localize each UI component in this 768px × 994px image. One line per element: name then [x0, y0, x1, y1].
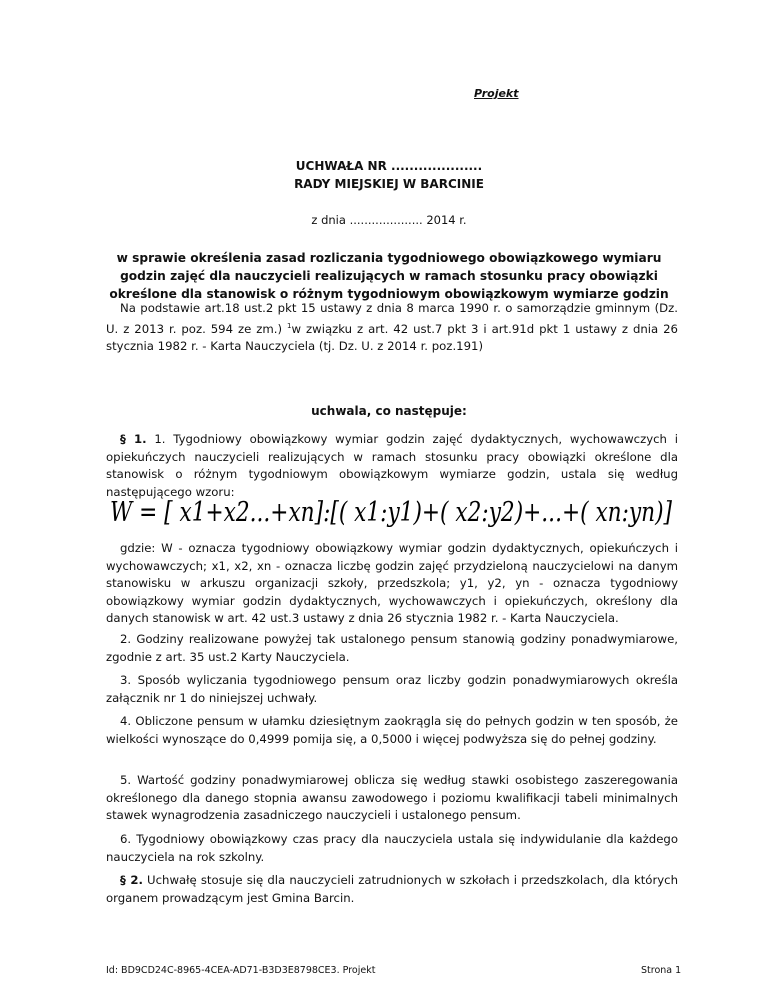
- pensum-formula: [106, 491, 678, 531]
- document-id: Id: BD9CD24C-8965-4CEA-AD71-B3D3E8798CE3. Projekt: [106, 965, 376, 976]
- footnote-marker: 1: [287, 321, 292, 330]
- draft-label: Projekt: [474, 87, 519, 100]
- legal-basis-text-cont: w związku z art. 42 ust.7 pkt 3 i art.91d pkt 1 ustawy z dnia 26 stycznia 1982 r. - Karta Nauczyciela (tj. Dz. U. z 2014 r. poz.191): [106, 321, 678, 353]
- legal-basis-text: Na podstawie art.18 ust.2 pkt 15 ustawy z dnia 8 marca 1990 r. o samorządzie gminnym (Dz. U. z 2013 r. poz. 594 ze zm.): [106, 301, 678, 336]
- page-number: Strona 1: [641, 965, 682, 976]
- section-1-para-6: [106, 831, 678, 866]
- section-2-mark: § 2.: [120, 873, 143, 887]
- legal-basis: [106, 300, 678, 356]
- formula-legend-text: gdzie: W - oznacza tygodniowy obowiązkowy wymiar godzin dydaktycznych, opiekuńczych i wychowawczych; x1, x2, xn - oznacza liczbę godzin zajęć przydzieloną nauczycielowi na danym stanowisku w arkuszu organizacji szkoły, przedszkola; y1, y2, yn - oznacza tygodniowy obowiązkowy wymiar godzin dydaktycznych, wychowawczych i opiekuńczych, określony dla danych stanowisk w art. 42 ust.3 ustawy z dnia 26 stycznia 1982 r. - Karta Nauczyciela.: [106, 541, 678, 625]
- section-1-para-4: [106, 713, 678, 748]
- section-2: [106, 872, 678, 907]
- section-1-para-5: [106, 772, 678, 825]
- resolution-number: UCHWAŁA NR ....................: [295, 159, 483, 173]
- section-1-para-3: [106, 672, 678, 707]
- resolves-heading: uchwala, co następuje:: [311, 404, 467, 418]
- section-1-mark: § 1.: [120, 432, 147, 446]
- formula-text: W = [ x1+x2...+xn]:[( x1:y1)+( x2:y2)+...+( xn:yn)]: [110, 497, 673, 528]
- resolution-date: z dnia .................... 2014 r.: [311, 213, 467, 227]
- section-1-para-4-text: 4. Obliczone pensum w ułamku dziesiętnym zaokrągla się do pełnych godzin w ten sposób, że wielkości wynoszące do 0,4999 pomija się, a 0,5000 i więcej podwyższa się do pełnej godziny.: [106, 714, 678, 746]
- section-2-text: Uchwałę stosuje się dla nauczycieli zatrudnionych w szkołach i przedszkolach, dla których organem prowadzącym jest Gmina Barcin.: [106, 873, 678, 905]
- section-1-para-6-text: 6. Tygodniowy obowiązkowy czas pracy dla nauczyciela ustala się indywidulanie dla każdego nauczyciela na rok szkolny.: [106, 832, 678, 864]
- council-name: RADY MIEJSKIEJ W BARCINIE: [294, 177, 484, 191]
- formula-legend: [106, 540, 678, 628]
- section-1-para-5-text: 5. Wartość godziny ponadwymiarowej oblicza się według stawki osobistego zaszeregowania określonego dla danego stopnia awansu zawodowego i poziomu kwalifikacji tabeli minimalnych stawek wynagrodzenia zasadniczego nauczycieli i ustalonego pensum.: [106, 773, 678, 822]
- section-1-para-2: [106, 631, 678, 666]
- section-1-para-2-text: 2. Godziny realizowane powyżej tak ustalonego pensum stanowią godziny ponadwymiarowe, zgodnie z art. 35 ust.2 Karty Nauczyciela.: [106, 632, 678, 664]
- section-1-para-3-text: 3. Sposób wyliczania tygodniowego pensum oraz liczby godzin ponadwymiarowych określa załącznik nr 1 do niniejszej uchwały.: [106, 673, 678, 705]
- resolution-subject: w sprawie określenia zasad rozliczania tygodniowego obowiązkowego wymiaru godzin zajęć dla nauczycieli realizujących w ramach stosunku pracy obowiązki określone dla stanowisk o różnym tygodniowym obowiązkowym wymiarze godzin: [109, 251, 669, 301]
- section-1-para-1-text: 1. Tygodniowy obowiązkowy wymiar godzin zajęć dydaktycznych, wychowawczych i opiekuńczych nauczycieli realizujących w ramach stosunku pracy obowiązki określone dla stanowisk o różnym tygodniowym obowiązkowym wymiarze godzin, ustala się według następującego wzoru:: [106, 432, 678, 499]
